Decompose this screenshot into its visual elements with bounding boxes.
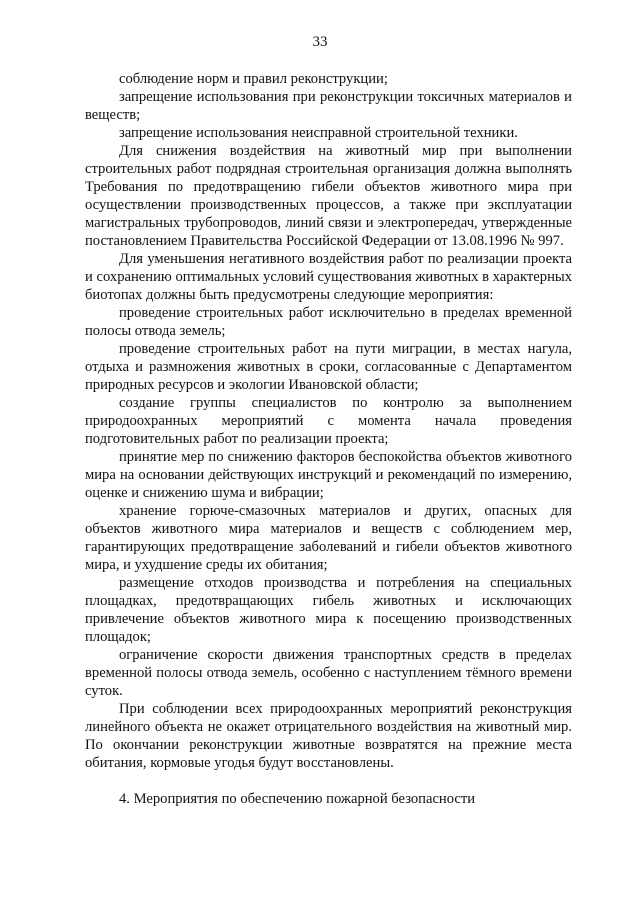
paragraph-6: проведение строительных работ исключительно в пределах временной полосы отвода земель; [85, 305, 572, 339]
paragraph-11: размещение отходов производства и потребления на специальных площадках, предотвращающих гибель животных и исключающих привлечение объектов животного мира к посещению производственных площадок; [85, 575, 572, 645]
page-number: 33 [312, 34, 328, 50]
paragraph-5: Для уменьшения негативного воздействия работ по реализации проекта и сохранению оптимальных условий существования животных в характерных биотопах должны быть предусмотрены следующие мероприятия: [85, 251, 572, 303]
paragraph-3: запрещение использования неисправной строительной техники. [119, 125, 518, 141]
paragraph-8: создание группы специалистов по контролю за выполнением природоохранных мероприятий с момента начала проведения подготовительных работ по реализации проекта; [85, 395, 572, 447]
paragraph-4: Для снижения воздействия на животный мир при выполнении строительных работ подрядная строительная организация должна выполнять Требования по предотвращению гибели объектов животного мира при осуществлении производственных процессов, а также при эксплуатации магистральных трубопроводов, линий связи и электропередач, утвержденные постановлением Правительства Российской Федерации от 13.08.1996 № 997. [85, 143, 572, 249]
paragraph-12: ограничение скорости движения транспортных средств в пределах временной полосы отвода земель, особенно с наступлением тёмного времени суток. [85, 647, 572, 699]
paragraph-10: хранение горюче-смазочных материалов и других, опасных для объектов животного мира материалов и веществ с соблюдением мер, гарантирующих предотвращение заболеваний и гибели объектов животного мира, и ухудшение среды их обитания; [85, 503, 572, 573]
paragraph-7: проведение строительных работ на пути миграции, в местах нагула, отдыха и размножения животных в сроки, согласованные с Департаментом природных ресурсов и экологии Ивановской области; [85, 341, 572, 393]
document-body [85, 70, 572, 808]
paragraph-1: соблюдение норм и правил реконструкции; [119, 71, 388, 87]
paragraph-2: запрещение использования при реконструкции токсичных материалов и веществ; [85, 89, 572, 123]
paragraph-13: При соблюдении всех природоохранных мероприятий реконструкция линейного объекта не окажет отрицательного воздействия на животный мир. По окончании реконструкции животные возвратятся на прежние места обитания, кормовые угодья будут восстановлены. [85, 701, 572, 771]
paragraph-9: принятие мер по снижению факторов беспокойства объектов животного мира на основании действующих инструкций и рекомендаций по измерению, оценке и снижению шума и вибрации; [85, 449, 572, 501]
section-heading: 4. Мероприятия по обеспечению пожарной безопасности [119, 791, 476, 807]
